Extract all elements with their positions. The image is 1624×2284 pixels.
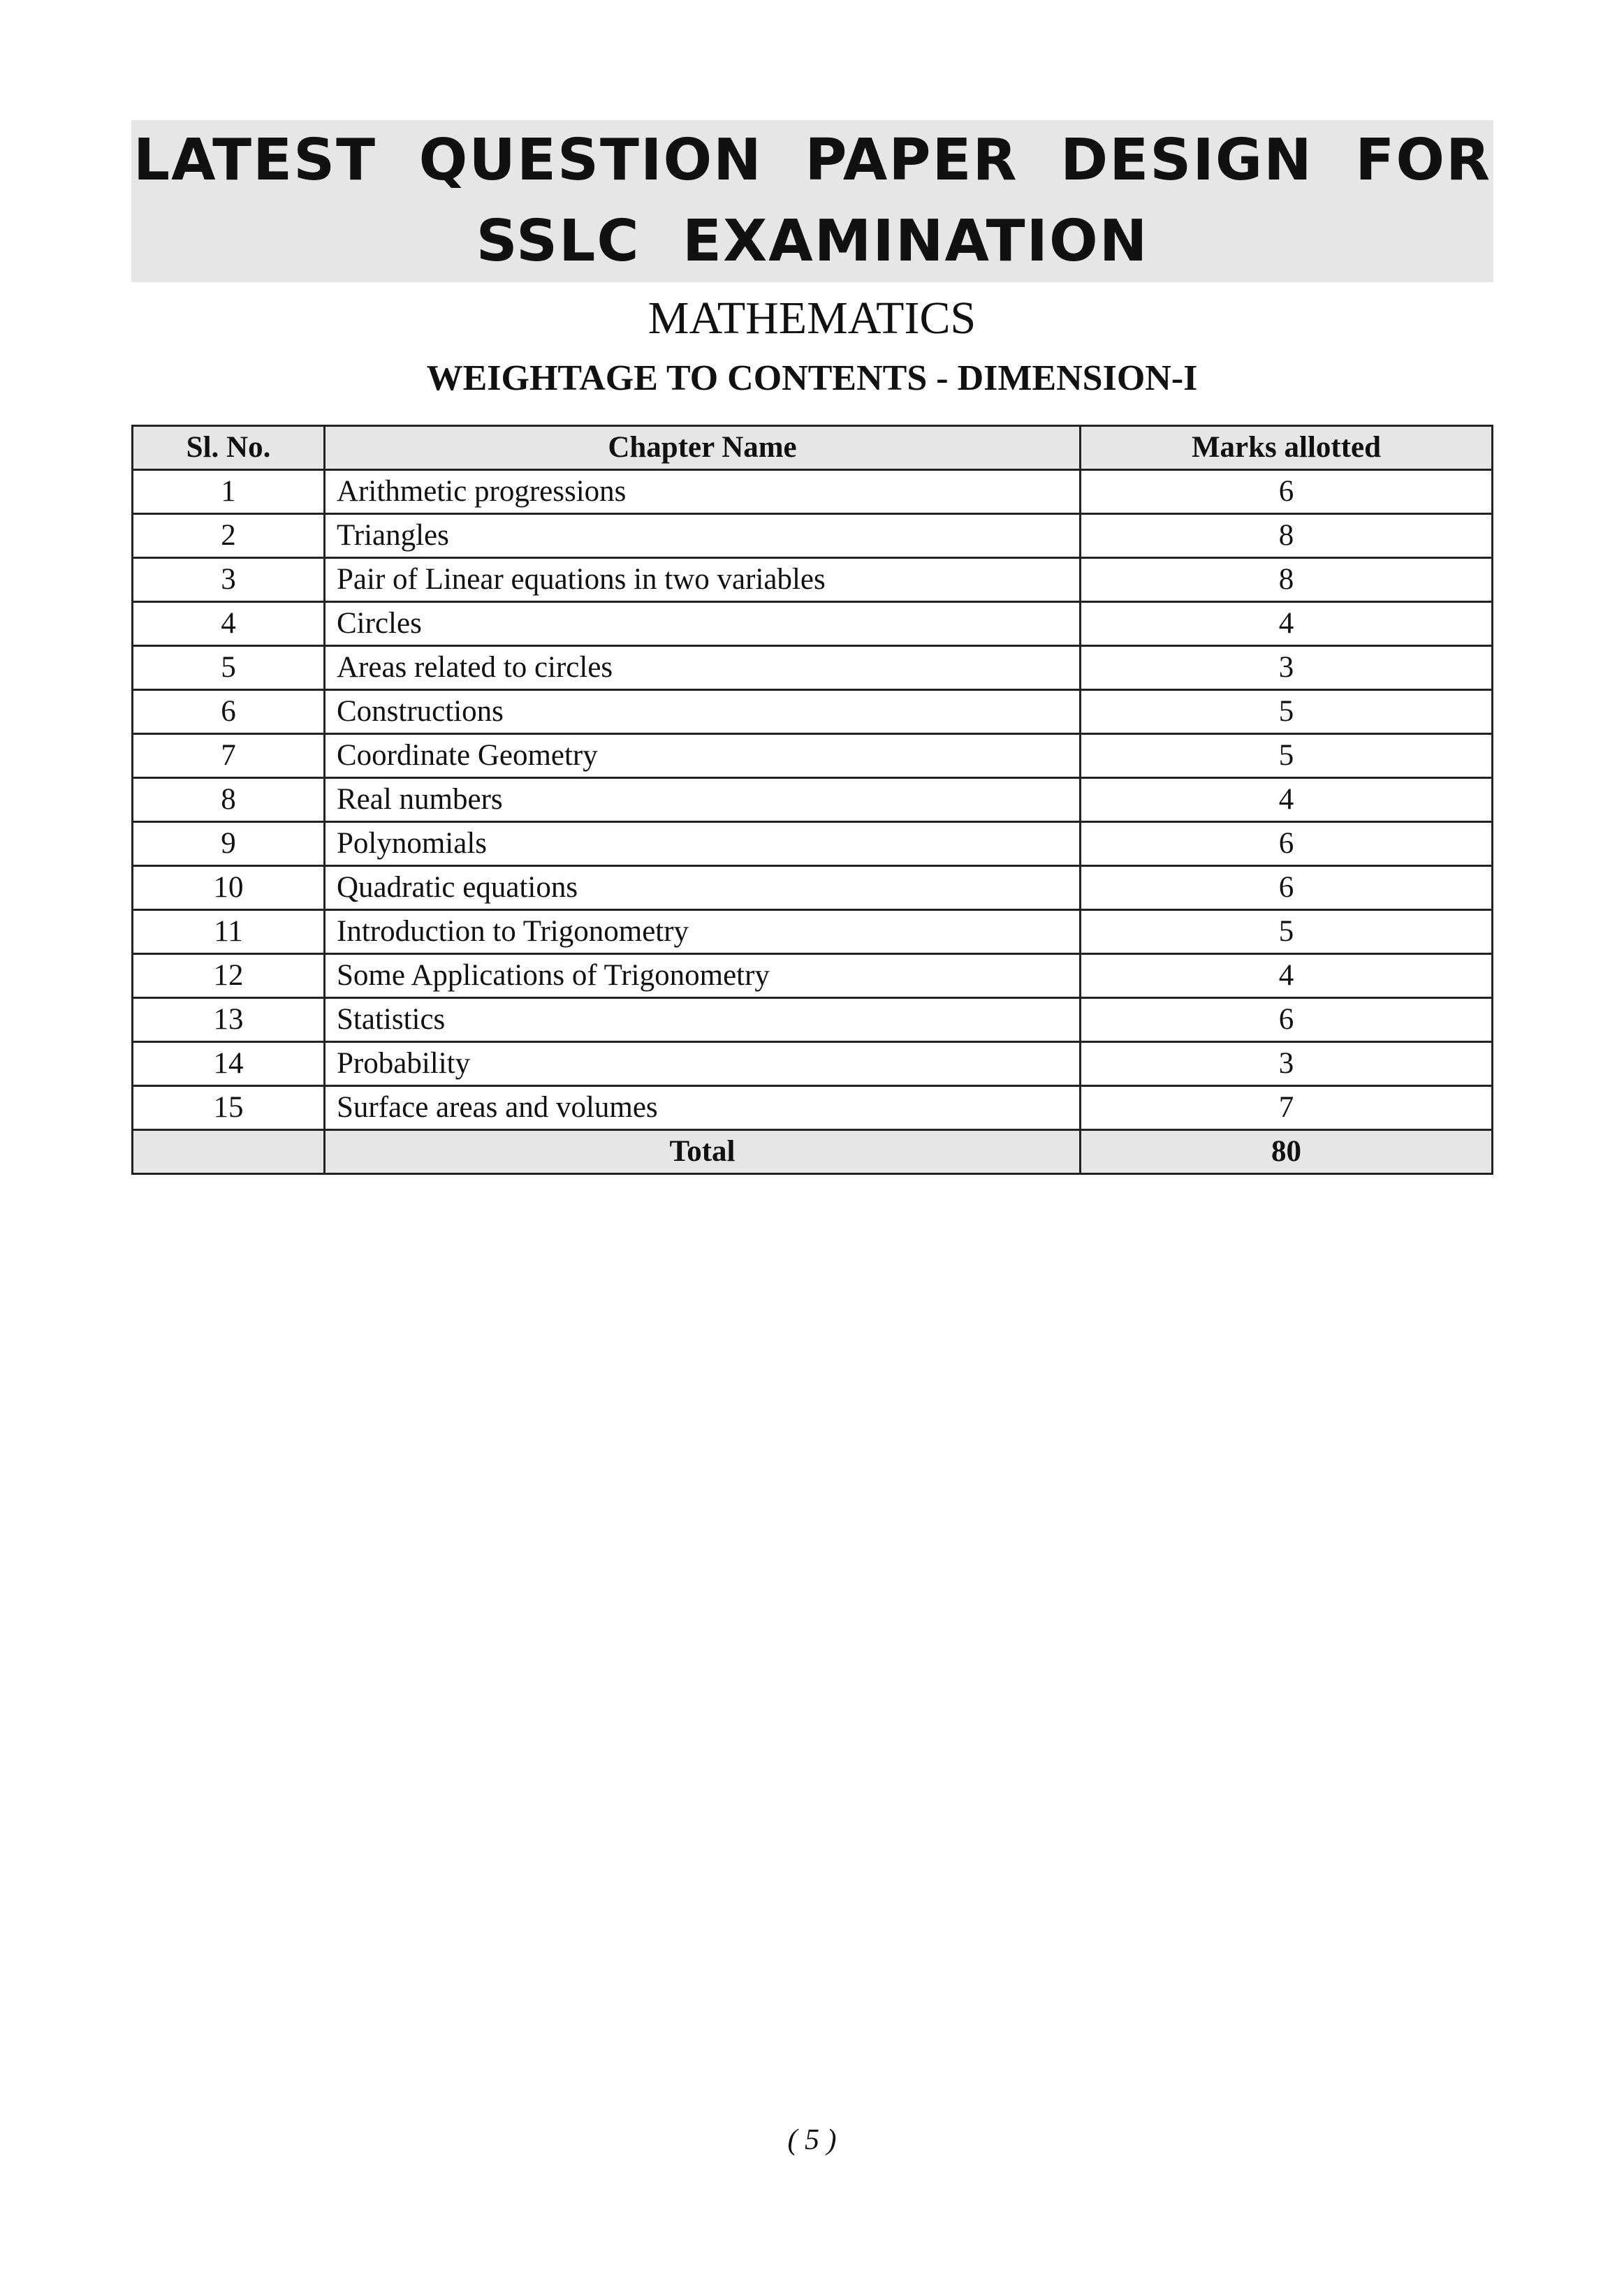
sl-no-cell: 13 [133, 998, 325, 1042]
marks-cell: 7 [1081, 1086, 1493, 1130]
table-row [133, 1086, 1493, 1130]
header-sl-no: Sl. No. [133, 426, 325, 470]
table-row [133, 734, 1493, 778]
sl-no-cell: 14 [133, 1042, 325, 1086]
sl-no-cell: 7 [133, 734, 325, 778]
chapter-name-cell: Surface areas and volumes [325, 1086, 1081, 1130]
table-row [133, 866, 1493, 910]
table-row [133, 822, 1493, 866]
total-row [133, 1130, 1493, 1174]
chapter-name-cell: Probability [325, 1042, 1081, 1086]
marks-cell: 5 [1081, 910, 1493, 954]
chapter-name-cell: Real numbers [325, 778, 1081, 822]
chapter-name-cell: Introduction to Trigonometry [325, 910, 1081, 954]
sl-no-cell: 1 [133, 470, 325, 514]
chapter-name-cell: Coordinate Geometry [325, 734, 1081, 778]
sl-no-cell: 5 [133, 646, 325, 690]
marks-cell: 6 [1081, 470, 1493, 514]
sl-no-cell: 6 [133, 690, 325, 734]
marks-cell: 8 [1081, 514, 1493, 558]
table-header-row [133, 426, 1493, 470]
chapter-name-cell: Some Applications of Trigonometry [325, 954, 1081, 998]
marks-cell: 6 [1081, 866, 1493, 910]
page-number: ( 5 ) [787, 2124, 837, 2156]
sl-no-cell: 3 [133, 558, 325, 602]
chapter-name-cell: Quadratic equations [325, 866, 1081, 910]
table-row [133, 470, 1493, 514]
marks-cell: 4 [1081, 954, 1493, 998]
marks-cell: 4 [1081, 778, 1493, 822]
marks-cell: 3 [1081, 1042, 1493, 1086]
chapter-name-cell: Triangles [325, 514, 1081, 558]
table-row [133, 646, 1493, 690]
chapter-name-cell: Polynomials [325, 822, 1081, 866]
chapter-name-cell: Pair of Linear equations in two variables [325, 558, 1081, 602]
marks-cell: 8 [1081, 558, 1493, 602]
chapter-name-cell: Circles [325, 602, 1081, 646]
marks-cell: 3 [1081, 646, 1493, 690]
chapter-name-cell: Statistics [325, 998, 1081, 1042]
chapter-name-cell: Arithmetic progressions [325, 470, 1081, 514]
table-row [133, 602, 1493, 646]
table-row [133, 778, 1493, 822]
sl-no-cell: 10 [133, 866, 325, 910]
table-row [133, 690, 1493, 734]
table-row [133, 998, 1493, 1042]
sl-no-cell: 2 [133, 514, 325, 558]
total-label: Total [325, 1130, 1081, 1174]
dimension-heading: WEIGHTAGE TO CONTENTS - DIMENSION-I [426, 358, 1198, 398]
marks-cell: 6 [1081, 822, 1493, 866]
table-row [133, 558, 1493, 602]
subject-heading: MATHEMATICS [648, 293, 976, 344]
total-marks: 80 [1081, 1130, 1493, 1174]
header-marks-allotted: Marks allotted [1081, 426, 1493, 470]
sl-no-cell: 15 [133, 1086, 325, 1130]
title-banner [131, 120, 1493, 282]
weightage-table [131, 425, 1493, 1175]
table-row [133, 1042, 1493, 1086]
table-row [133, 910, 1493, 954]
total-empty-cell [133, 1130, 325, 1174]
marks-cell: 4 [1081, 602, 1493, 646]
sl-no-cell: 12 [133, 954, 325, 998]
table-row [133, 954, 1493, 998]
marks-cell: 5 [1081, 690, 1493, 734]
sl-no-cell: 8 [133, 778, 325, 822]
header-chapter-name: Chapter Name [325, 426, 1081, 470]
sl-no-cell: 9 [133, 822, 325, 866]
marks-cell: 6 [1081, 998, 1493, 1042]
banner-title-line-1: LATEST QUESTION PAPER DESIGN FOR [133, 127, 1492, 193]
sl-no-cell: 11 [133, 910, 325, 954]
chapter-name-cell: Areas related to circles [325, 646, 1081, 690]
chapter-name-cell: Constructions [325, 690, 1081, 734]
sl-no-cell: 4 [133, 602, 325, 646]
table-body [133, 470, 1493, 1174]
table-row [133, 514, 1493, 558]
banner-title-line-2: SSLC EXAMINATION [476, 208, 1149, 274]
marks-cell: 5 [1081, 734, 1493, 778]
